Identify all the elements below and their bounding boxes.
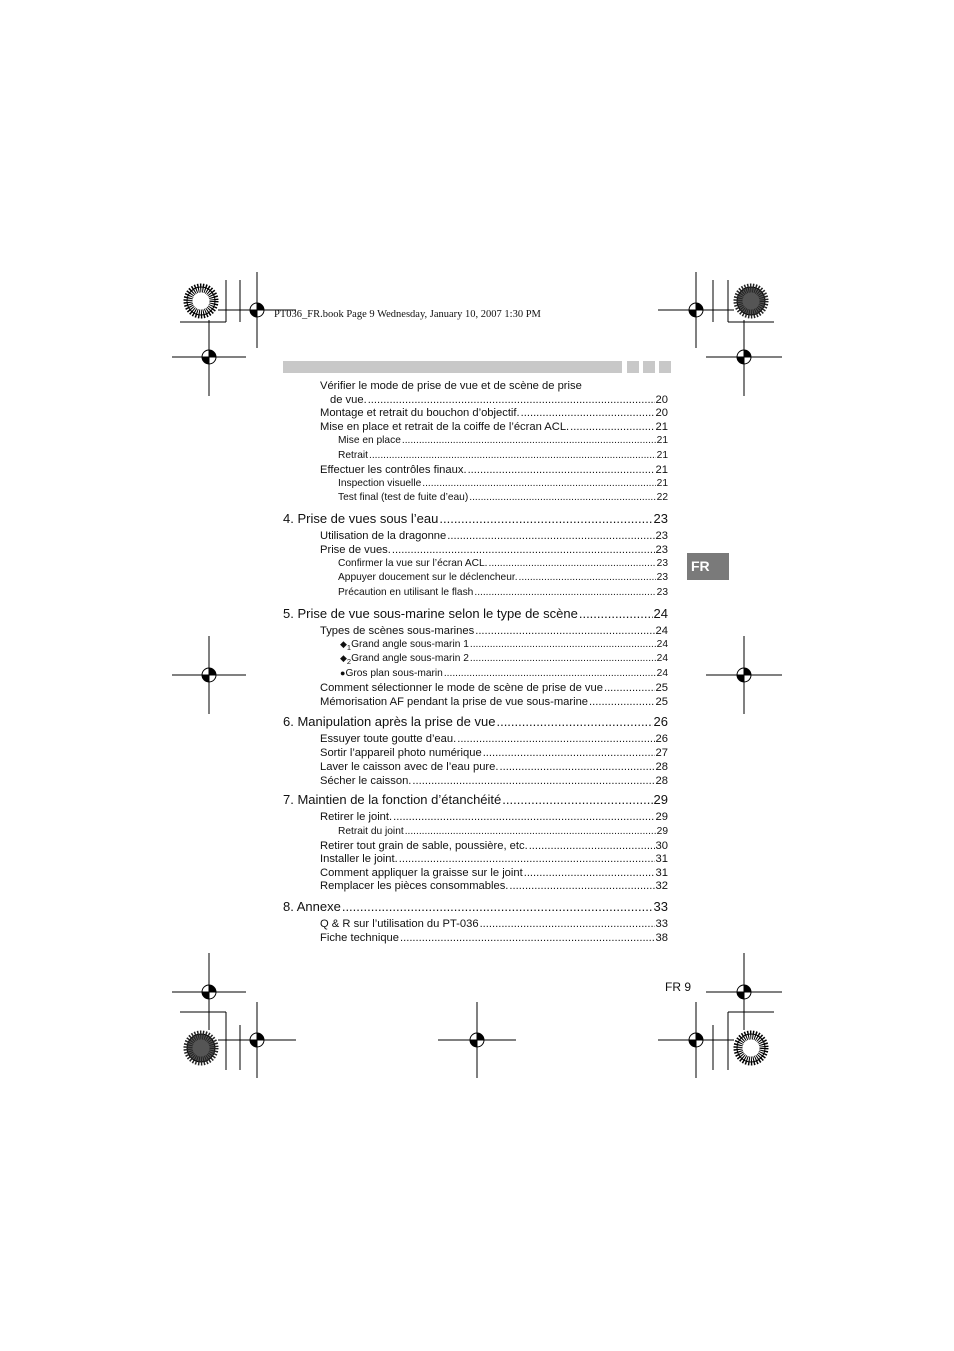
language-tab: FR	[687, 553, 729, 580]
toc-subentry: Mise en place ..... 21	[338, 435, 668, 446]
toc-entry: de vue. ..... 20	[330, 394, 668, 406]
toc-chapter: 8. Annexe ..... 33	[283, 899, 668, 914]
toc-entry: Mémorisation AF pendant la prise de vue sous-marine ..... 25	[320, 696, 668, 708]
print-header: PT036_FR.book Page 9 Wednesday, January 10, 2007 1:30 PM	[274, 309, 541, 320]
toc-entry: Retirer le joint. ..... 29	[320, 811, 668, 823]
toc-entry: Laver le caisson avec de l’eau pure. ..... 28	[320, 761, 668, 773]
toc-entry: Essuyer toute goutte d’eau. ..... 26	[320, 733, 668, 745]
toc-subentry: Test final (test de fuite d’eau) ..... 22	[338, 492, 668, 503]
toc-subentry: Appuyer doucement sur le déclencheur. ..... 23	[338, 572, 668, 583]
toc-entry: Remplacer les pièces consommables. ..... 32	[320, 880, 668, 892]
header-square	[643, 361, 655, 373]
fish-macro-icon: ●	[340, 668, 346, 678]
toc-subentry: $◆_1$ Grand angle sous-marin 1 ..... 24	[340, 639, 668, 652]
toc-entry: Types de scènes sous-marines ..... 24	[320, 625, 668, 637]
toc-subentry: ● Gros plan sous-marin ..... 24	[340, 668, 668, 679]
header-square	[659, 361, 671, 373]
toc-entry: Effectuer les contrôles finaux. ..... 21	[320, 464, 668, 476]
toc-entry: Retirer tout grain de sable, poussière, etc. ..... 30	[320, 840, 668, 852]
toc-entry: Utilisation de la dragonne ..... 23	[320, 530, 668, 542]
toc-entry: Fiche technique ..... 38	[320, 932, 668, 944]
toc-entry: Comment appliquer la graisse sur le joint ..... 31	[320, 867, 668, 879]
fish-wide-1-icon: $◆_1$	[340, 639, 352, 652]
toc-chapter: 7. Maintien de la fonction d’étanchéité ..... 29	[283, 792, 668, 807]
toc-entry: Prise de vues. ..... 23	[320, 544, 668, 556]
toc-subentry: Précaution en utilisant le flash ..... 23	[338, 587, 668, 598]
toc-entry: Sécher le caisson. ..... 28	[320, 775, 668, 787]
toc-chapter: 4. Prise de vues sous l’eau ..... 23	[283, 511, 668, 526]
toc-entry: Mise en place et retrait de la coiffe de l’écran ACL. ..... 21	[320, 421, 668, 433]
fish-wide-2-icon: $◆_2$	[340, 653, 352, 666]
toc-subentry: Retrait du joint ..... 29	[338, 826, 668, 837]
toc-subentry: Confirmer la vue sur l’écran ACL. ..... 23	[338, 558, 668, 569]
toc-subentry: Inspection visuelle ..... 21	[338, 478, 668, 489]
toc-entry: Installer le joint. ..... 31	[320, 853, 668, 865]
toc-entry-verifier: Vérifier le mode de prise de vue et de scène de prise	[320, 380, 582, 392]
toc-entry: Q & R sur l’utilisation du PT-036 ..... 33	[320, 918, 668, 930]
toc-chapter: 5. Prise de vue sous-marine selon le type de scène ..... 24	[283, 606, 668, 621]
toc-entry: Comment sélectionner le mode de scène de prise de vue ..... 25	[320, 682, 668, 694]
toc-entry: Sortir l’appareil photo numérique ..... 27	[320, 747, 668, 759]
page-number: FR 9	[665, 980, 692, 994]
toc-chapter: 6. Manipulation après la prise de vue ..... 26	[283, 714, 668, 729]
toc-subentry: $◆_2$ Grand angle sous-marin 2 ..... 24	[340, 653, 668, 666]
header-bar	[283, 361, 622, 373]
header-square	[627, 361, 639, 373]
toc-entry: Montage et retrait du bouchon d’objectif. ..... 20	[320, 407, 668, 419]
toc-subentry: Retrait ..... 21	[338, 450, 668, 461]
